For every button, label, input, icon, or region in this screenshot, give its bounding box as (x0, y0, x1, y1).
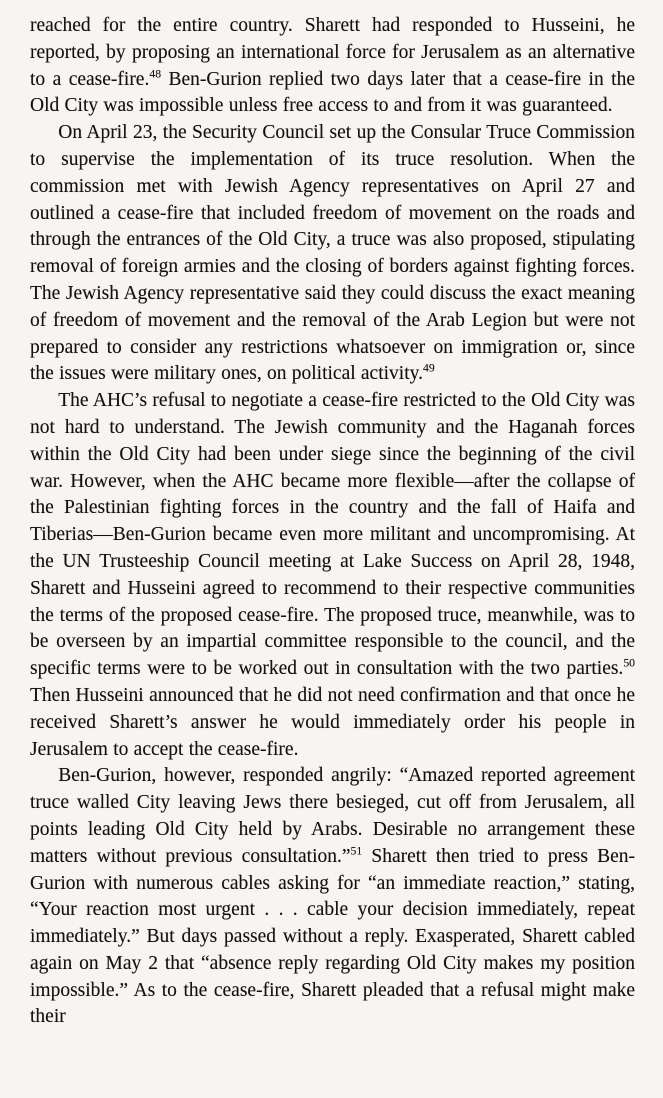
paragraph (30, 120, 635, 388)
paragraph (30, 13, 635, 120)
paragraph-text: Then Husseini announced that he did not need confirmation and that once he received Sharett’s answer he would immediately order his people in Jerusalem to accept the cease-fire. (30, 684, 635, 760)
paragraph (30, 763, 635, 1031)
paragraph-text: On April 23, the Security Council set up the Consular Truce Commission to supervise the implementation of its truce resolution. When the commission met with Jewish Agency representatives on April 27 and outlined a cease-fire that included freedom of movement on the roads and through the entrances of the Old City, a truce was also proposed, stipulating removal of foreign armies and the closing of borders against fighting forces. The Jewish Agency representative said they could discuss the exact meaning of freedom of movement and the removal of the Arab Legion but were not prepared to consider any restrictions whatsoever on immigration or, since the issues were military ones, on political activity. (30, 122, 635, 385)
footnote-ref: 50 (623, 656, 635, 670)
paragraph-text: The AHC’s refusal to negotiate a cease-fire restricted to the Old City was not hard to understand. The Jewish community and the Haganah forces within the Old City had been under siege since the beginning of the civil war. However, when the AHC became more flexible—after the collapse of the Palestinian fighting forces in the country and the fall of Haifa and Tiberias—Ben-Gurion became even more militant and uncompromising. At the UN Trusteeship Council meeting at Lake Success on April 28, 1948, Sharett and Husseini agreed to recommend to their respective communities the terms of the proposed cease-fire. The proposed truce, meanwhile, was to be overseen by an impartial committee responsible to the council, and the specific terms were to be worked out in consultation with the two parties. (30, 390, 635, 680)
footnote-ref: 51 (350, 844, 363, 858)
paragraph-text: Sharett then tried to press Ben-Gurion with numerous cables asking for “an immediate reaction,” stating, “Your reaction most urgent . . . cable your decision immediately, repeat immediately.” But days passed without a reply. Exasperated, Sharett cabled again on May 2 that “absence reply regarding Old City makes my position impossible.” As to the cease-fire, Sharett pleaded that a refusal might make their (30, 845, 635, 1028)
footnote-ref: 48 (149, 67, 162, 81)
paragraph-text: Ben-Gurion, however, responded angrily: “Amazed reported agreement truce walled City leaving Jews there besieged, cut off from Jerusalem, all points leading Old City held by Arabs. Desirable no arrangement these matters without previous consultation.” (30, 765, 635, 867)
paragraph-text: reached for the entire country. Sharett had responded to Husseini, he reported, by proposing an international force for Jerusalem as an alternative to a cease-fire. (30, 15, 635, 90)
paragraph (30, 388, 635, 763)
paragraph-text: Ben-Gurion replied two days later that a cease-fire in the Old City was impossible unless free access to and from it was guaranteed. (30, 68, 635, 117)
page-text (30, 13, 635, 1031)
footnote-ref: 49 (423, 361, 435, 375)
